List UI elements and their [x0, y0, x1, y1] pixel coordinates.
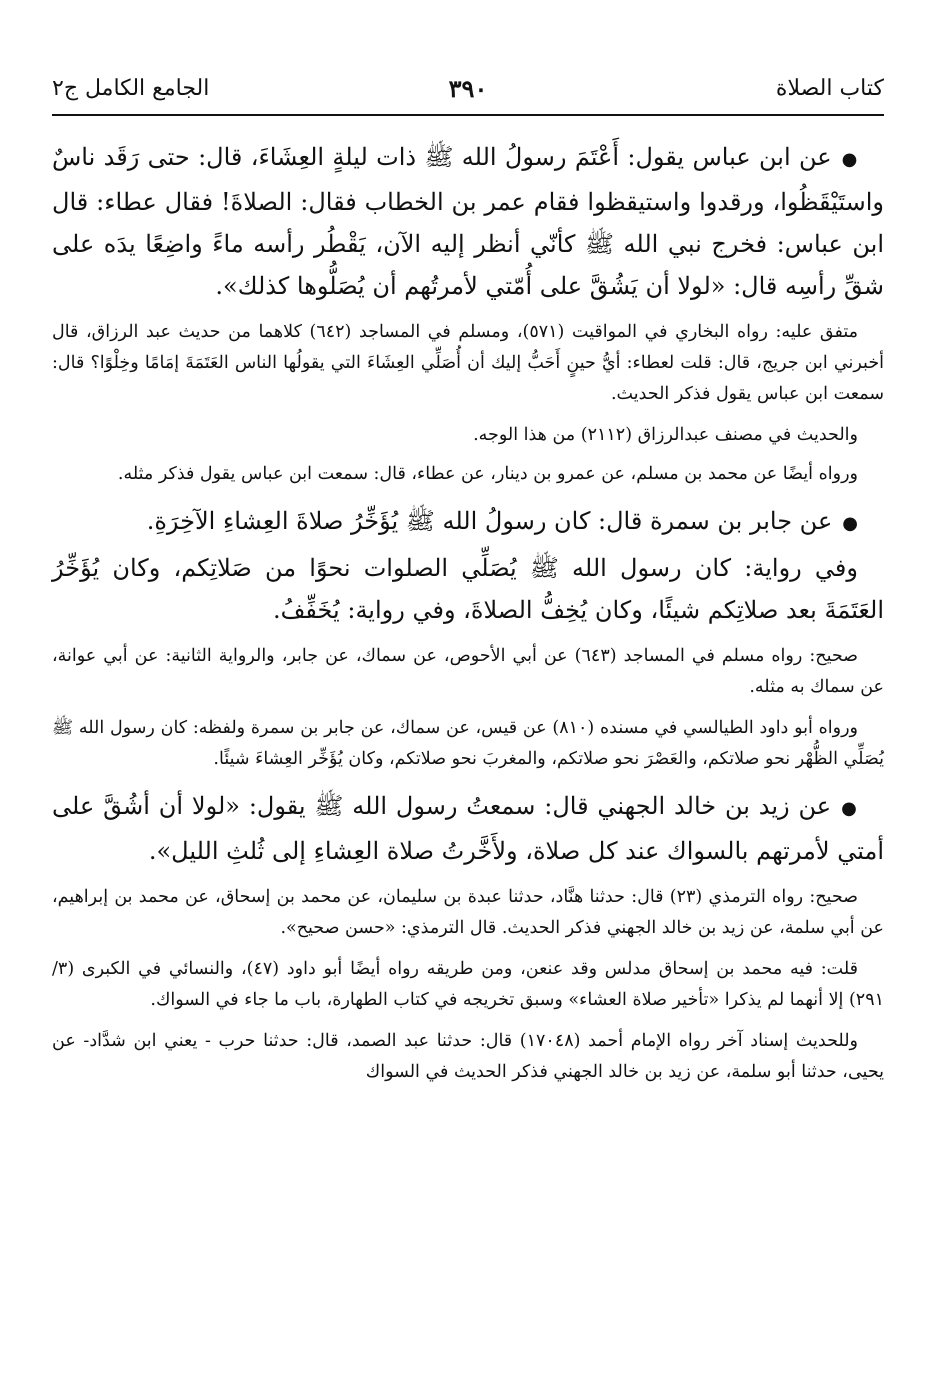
header-book-section: كتاب الصلاة	[775, 76, 884, 101]
running-header	[52, 70, 884, 116]
commentary-paragraph: صحيح: رواه الترمذي (٢٣) قال: حدثنا هنَّاد، حدثنا عبدة بن سليمان، عن محمد بن إسحاق، عن محمد بن إبراهيم، عن أبي سلمة، عن زيد بن خالد الجهني فذكر الحديث. قال الترمذي: «حسن صحيح».	[52, 887, 884, 938]
header-book-title: الجامع الكامل ج٢	[52, 76, 210, 101]
hadith-paragraph	[52, 136, 884, 307]
hadith-variant-paragraph: وفي رواية: كان رسول الله ﷺ يُصَلِّي الصلوات نحوًا من صَلاتِكم، وكان يُؤَخِّرُ العَتَمَةَ بعد صلاتِكم شيئًا، وكان يُخِفُّ الصلاةَ، وفي رواية: يُخَفِّفُ.	[52, 554, 884, 624]
page-content	[52, 136, 884, 1098]
commentary-paragraph: ورواه أبو داود الطيالسي في مسنده (٨١٠) عن قيس، عن سماك، عن جابر بن سمرة ولفظه: كان رسول الله ﷺ يُصَلِّي الظُّهْر نحو صلاتكم، والعَصْرَ نحو صلاتكم، والمغربَ نحو صلاتكم، وكان يُؤَخِّر العِشاءَ شيئًا.	[52, 718, 884, 769]
hadith-text: عن جابر بن سمرة قال: كان رسولُ الله ﷺ يُؤَخِّرُ صلاةَ العِشاءِ الآخِرَةِ.	[146, 507, 833, 535]
hadith-bullet-icon: ●	[842, 513, 858, 534]
hadith-bullet-icon: ●	[841, 798, 858, 819]
commentary-paragraph: وللحديث إسناد آخر رواه الإمام أحمد (١٧٠٤٨) قال: حدثنا عبد الصمد، قال: حدثنا حرب - يعني ابن شدَّاد- عن يحيى، حدثنا أبو سلمة، عن زيد بن خالد الجهني فذكر الحديث في السواك	[52, 1031, 884, 1082]
hadith-paragraph	[52, 785, 884, 872]
hadith-paragraph	[52, 500, 884, 545]
hadith-bullet-icon: ●	[841, 149, 858, 170]
commentary-paragraph: قلت: فيه محمد بن إسحاق مدلس وقد عنعن، ومن طريقه رواه أيضًا أبو داود (٤٧)، والنسائي في الكبرى (٣/ ٢٩١) إلا أنهما لم يذكرا «تأخير صلاة العشاء» وسبق تخريجه في كتاب الطهارة، باب ما جاء في السواك.	[52, 959, 884, 1010]
commentary-paragraph: ورواه أيضًا عن محمد بن مسلم، عن عمرو بن دينار، عن عطاء، قال: سمعت ابن عباس يقول فذكر مثله.	[117, 464, 858, 484]
header-page-number: ٣٩٠	[448, 74, 488, 103]
commentary-paragraph: والحديث في مصنف عبدالرزاق (٢١١٢) من هذا الوجه.	[473, 425, 858, 445]
commentary-paragraph: صحيح: رواه مسلم في المساجد (٦٤٣) عن أبي الأحوص، عن سماك، عن جابر، والرواية الثانية: عن أبي عوانة، عن سماك به مثله.	[52, 646, 884, 697]
commentary-paragraph: متفق عليه: رواه البخاري في المواقيت (٥٧١)، ومسلم في المساجد (٦٤٢) كلاهما من حديث عبد الرزاق، قال أخبرني ابن جريج، قال: قلت لعطاء: أيُّ حينٍ أَحَبُّ إليك أن أُصَلِّي العِشَاءَ التي يقولُها الناس العَتَمَةَ إمَامًا وخِلْوًا؟ قال: سمعت ابن عباس يقول فذكر الحديث.	[52, 322, 884, 404]
hadith-text: عن ابن عباس يقول: أَعْتَمَ رسولُ الله ﷺ ذات ليلةٍ العِشَاءَ، قال: حتى رَقَد ناسٌ واستَيْقَظُوا، ورقدوا واستيقظوا فقام عمر بن الخطاب فقال: الصلاةَ! فقال عطاء: قال ابن عباس: فخرج نبي الله ﷺ كأنّي أنظر إليه الآن، يَقْطُر رأسه ماءً واضِعًا يدَه على شقِّ رأسِه قال: «لولا أن يَشُقَّ على أُمّتي لأمرتُهم أن يُصَلُّوها كذلك».	[52, 143, 884, 300]
hadith-text: عن زيد بن خالد الجهني قال: سمعتُ رسول الله ﷺ يقول: «لولا أن أشُقَّ على أمتي لأمرتهم بالسواك عند كل صلاة، ولأَخَّرتُ صلاة العِشاءِ إلى ثُلثِ الليل».	[52, 792, 884, 865]
